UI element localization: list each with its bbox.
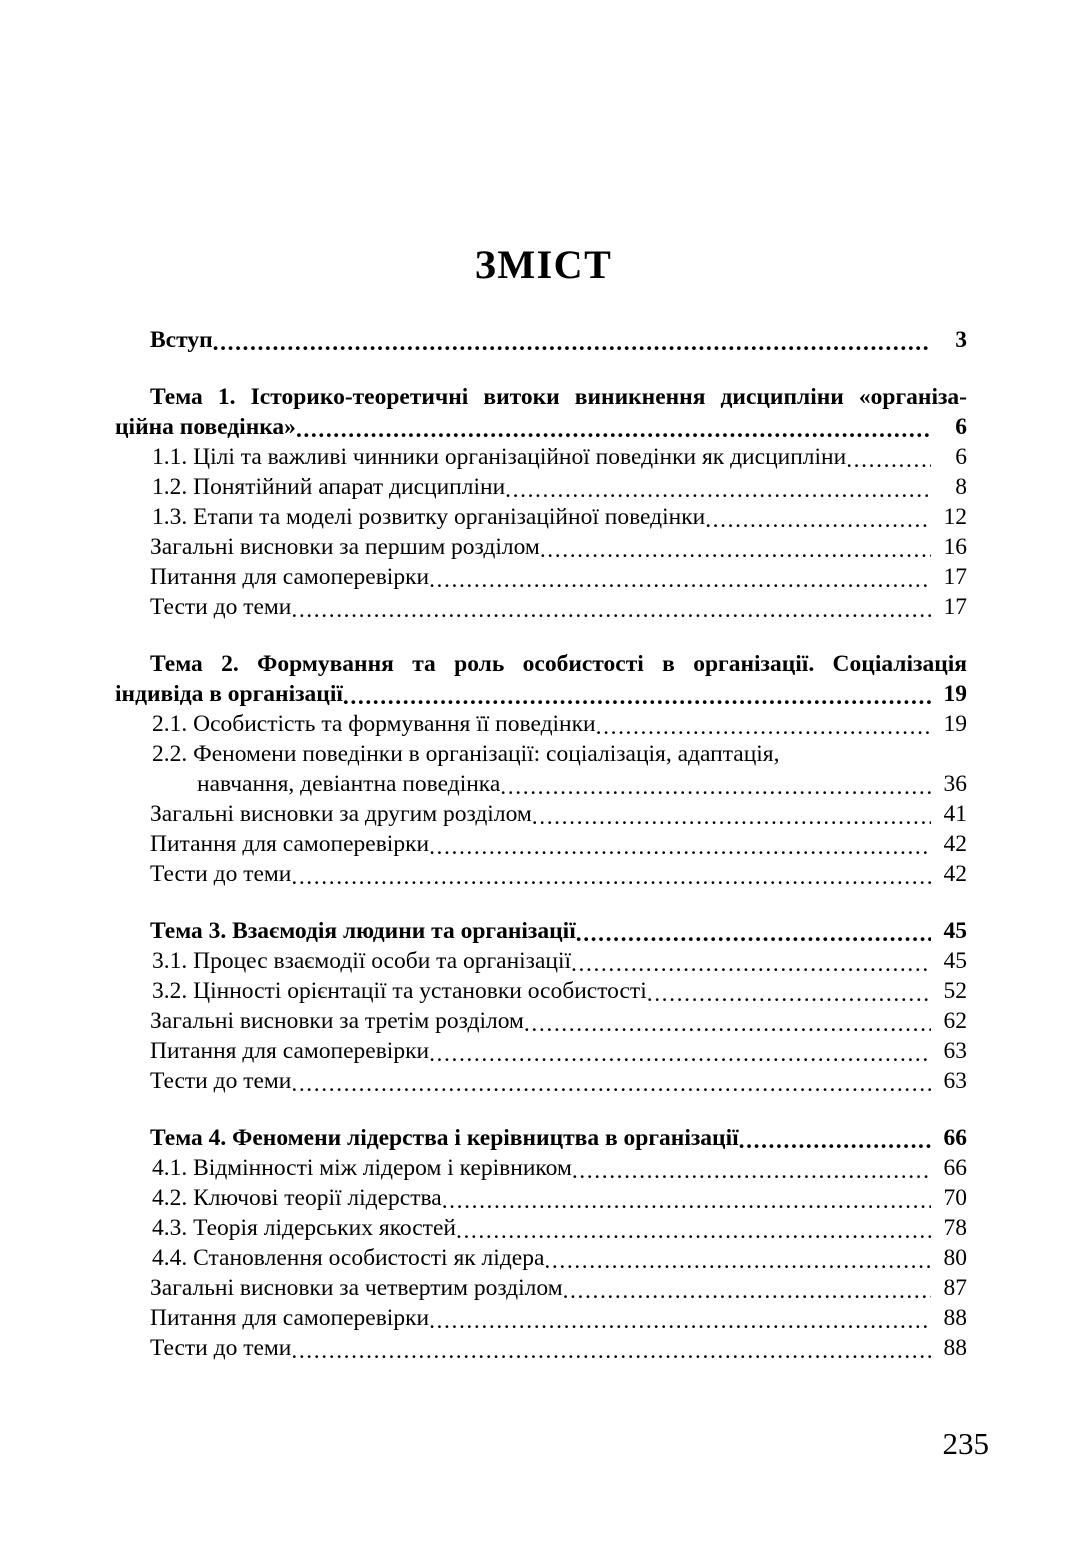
toc-entry-label: Вступ	[150, 327, 213, 353]
dot-leader	[576, 923, 931, 947]
toc-entry-label: Загальні висновки за третім розділом	[150, 1008, 524, 1034]
toc-entry-page-number: 66	[943, 1125, 967, 1151]
dot-leader	[705, 509, 931, 533]
toc-entry-page-number: 17	[943, 594, 967, 620]
dot-leader	[429, 569, 931, 593]
toc-entry-label: Питання для самоперевірки	[150, 564, 430, 590]
toc-entry-label: Загальні висновки за другим розділом	[150, 801, 532, 827]
dot-leader	[647, 983, 931, 1007]
toc-entry-page-number: 16	[943, 534, 967, 560]
toc-entry[interactable]	[115, 709, 967, 739]
toc-entry-label: навчання, девіантна поведінка	[197, 771, 501, 797]
dot-leader	[532, 806, 931, 830]
toc-entry[interactable]	[115, 946, 967, 976]
toc-entry-page-number: 19	[943, 681, 967, 707]
toc-entry[interactable]	[115, 562, 967, 592]
dot-leader	[596, 716, 931, 740]
toc-entry-page-number: 42	[943, 831, 967, 857]
toc-entry[interactable]	[115, 592, 967, 622]
toc-entry-label: індивіда в організації	[115, 681, 343, 707]
dot-leader	[505, 479, 931, 503]
toc-entry-label: Тема 4. Феномени лідерства і керівництва в організації	[150, 1125, 739, 1151]
toc-entry-label: Загальні висновки за четвертим розділом	[150, 1275, 563, 1301]
toc-entry[interactable]	[115, 976, 967, 1006]
toc-entry[interactable]	[115, 1036, 967, 1066]
toc-entry-page-number: 41	[943, 801, 967, 827]
toc-entry-page-number: 45	[943, 948, 967, 974]
toc-entry-page-number: 87	[943, 1275, 967, 1301]
dot-leader	[524, 1013, 931, 1037]
dot-leader	[544, 1250, 931, 1274]
toc-entry-label: 3.1. Процес взаємодії особи та організації	[152, 948, 572, 974]
page-number: 235	[942, 1426, 989, 1461]
toc-entry-label: Тема 2. Формування та роль особистості в організації. Соціалізація	[150, 651, 967, 677]
toc-entry-label: Тести до теми	[150, 1068, 292, 1094]
toc-entry[interactable]	[115, 325, 967, 355]
toc-entry-page-number: 19	[943, 711, 967, 737]
toc-entry-page-number: 62	[943, 1008, 967, 1034]
toc-entry-page-number: 6	[955, 444, 967, 470]
toc-entry[interactable]	[115, 739, 967, 769]
toc-entry-page-number: 88	[943, 1305, 967, 1331]
toc-entry[interactable]	[115, 502, 967, 532]
table-of-contents	[115, 325, 967, 1363]
dot-leader	[429, 1043, 931, 1067]
toc-entry-page-number: 12	[943, 504, 967, 530]
toc-entry-page-number: 63	[943, 1038, 967, 1064]
toc-entry[interactable]	[115, 1273, 967, 1303]
toc-entry[interactable]	[115, 1183, 967, 1213]
dot-leader	[540, 539, 931, 563]
toc-entry[interactable]	[115, 412, 967, 442]
dot-leader	[296, 419, 931, 443]
toc-entry-label: Тести до теми	[150, 861, 292, 887]
dot-leader	[213, 332, 931, 356]
toc-entry-page-number: 80	[943, 1245, 967, 1271]
toc-entry-label: Питання для самоперевірки	[150, 1038, 430, 1064]
toc-section	[115, 649, 967, 889]
toc-entry-page-number: 6	[955, 414, 967, 440]
toc-entry[interactable]	[115, 1123, 967, 1153]
dot-leader	[739, 1130, 931, 1154]
toc-entry-page-number: 70	[943, 1185, 967, 1211]
dot-leader	[442, 1190, 931, 1214]
toc-entry-label: Тема 1. Історико-теоретичні витоки виникнення дисципліни «організа-	[150, 384, 967, 410]
toc-entry-label: Питання для самоперевірки	[150, 1305, 430, 1331]
toc-section	[115, 916, 967, 1096]
toc-entry-page-number: 42	[943, 861, 967, 887]
toc-entry-label: Тема 3. Взаємодія людини та організації	[150, 918, 576, 944]
dot-leader	[291, 1073, 931, 1097]
toc-entry-page-number: 45	[943, 918, 967, 944]
toc-entry[interactable]	[115, 1153, 967, 1183]
dot-leader	[846, 449, 931, 473]
toc-entry[interactable]	[115, 649, 967, 679]
toc-entry[interactable]	[115, 769, 967, 799]
toc-entry-label: 1.1. Цілі та важливі чинники організаційної поведінки як дисципліни	[152, 444, 847, 470]
toc-entry-label: 3.2. Цінності орієнтації та установки особистості	[152, 978, 647, 1004]
toc-entry[interactable]	[115, 916, 967, 946]
toc-entry-page-number: 36	[943, 771, 967, 797]
toc-entry[interactable]	[115, 1006, 967, 1036]
toc-entry[interactable]	[115, 799, 967, 829]
toc-entry-page-number: 78	[943, 1215, 967, 1241]
toc-entry[interactable]	[115, 679, 967, 709]
toc-entry-label: 4.3. Теорія лідерських якостей	[152, 1215, 456, 1241]
toc-entry[interactable]	[115, 1303, 967, 1333]
toc-entry-label: 1.2. Понятійний апарат дисципліни	[152, 474, 506, 500]
toc-entry-page-number: 3	[955, 327, 967, 353]
toc-entry-label: ційна поведінка»	[115, 414, 296, 440]
toc-entry-label: Тести до теми	[150, 1335, 292, 1361]
toc-entry[interactable]	[115, 472, 967, 502]
toc-entry-page-number: 8	[955, 474, 967, 500]
toc-section	[115, 325, 967, 355]
toc-entry-page-number: 66	[943, 1155, 967, 1181]
toc-entry[interactable]	[115, 829, 967, 859]
toc-entry-label: 2.1. Особистість та формування її поведінки	[152, 711, 596, 737]
dot-leader	[429, 836, 931, 860]
toc-entry[interactable]	[115, 1066, 967, 1096]
toc-entry-page-number: 52	[943, 978, 967, 1004]
toc-entry-page-number: 88	[943, 1335, 967, 1361]
toc-entry-page-number: 63	[943, 1068, 967, 1094]
toc-entry[interactable]	[115, 532, 967, 562]
dot-leader	[291, 1340, 931, 1364]
toc-entry[interactable]	[115, 1333, 967, 1363]
toc-entry-label: 4.1. Відмінності між лідером і керівником	[152, 1155, 572, 1181]
toc-entry-label: 4.4. Становлення особистості як лідера	[152, 1245, 545, 1271]
toc-entry-label: 2.2. Феномени поведінки в організації: соціалізація, адаптація,	[152, 741, 780, 767]
toc-entry[interactable]	[115, 1213, 967, 1243]
toc-section	[115, 382, 967, 622]
dot-leader	[563, 1280, 931, 1304]
toc-entry[interactable]	[115, 382, 967, 412]
dot-leader	[500, 776, 931, 800]
toc-section	[115, 1123, 967, 1363]
dot-leader	[291, 599, 931, 623]
toc-entry[interactable]	[115, 1243, 967, 1273]
dot-leader	[572, 1160, 931, 1184]
page-title: ЗМІСТ	[474, 242, 613, 287]
toc-entry[interactable]	[115, 859, 967, 889]
toc-entry[interactable]	[115, 442, 967, 472]
dot-leader	[291, 866, 931, 890]
toc-entry-label: Тести до теми	[150, 594, 292, 620]
toc-entry-page-number: 17	[943, 564, 967, 590]
toc-entry-label: Загальні висновки за першим розділом	[150, 534, 540, 560]
toc-entry-label: 1.3. Етапи та моделі розвитку організаційної поведінки	[152, 504, 706, 530]
dot-leader	[456, 1220, 931, 1244]
dot-leader	[343, 686, 931, 710]
dot-leader	[571, 953, 931, 977]
toc-entry-label: Питання для самоперевірки	[150, 831, 430, 857]
dot-leader	[429, 1310, 931, 1334]
toc-entry-label: 4.2. Ключові теорії лідерства	[152, 1185, 442, 1211]
